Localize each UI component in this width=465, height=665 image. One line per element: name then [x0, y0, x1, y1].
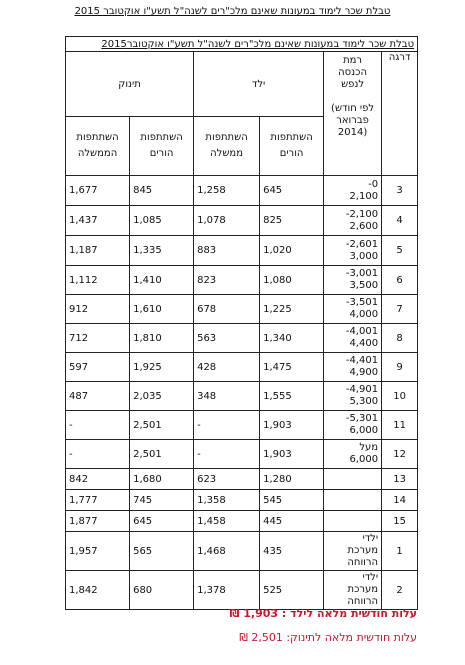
cell-line: 4,901-: [345, 384, 379, 395]
cell-baby-govt: 1,437: [66, 206, 130, 236]
cell-child-parents: 1,555: [260, 382, 324, 411]
cell-child-parents: 545: [260, 490, 324, 511]
table-caption: טבלת שכר לימוד במעונות שאינם מלכ"רים לשנה"ל תשע"ו אוקטובר2015: [66, 37, 418, 52]
cell-baby-govt: 712: [66, 324, 130, 353]
table-caption-row: [66, 37, 418, 52]
table-row: [66, 532, 418, 571]
cell-child-parents: 1,225: [260, 295, 324, 324]
subheader-child-govt: [194, 117, 260, 176]
header-income: [324, 52, 382, 176]
cell-line: הורים: [149, 148, 174, 159]
subheader-baby-govt: [66, 117, 130, 176]
cell-line: 5,300: [349, 396, 379, 407]
cell-baby-govt: 1,877: [66, 511, 130, 532]
cell-income: [324, 382, 382, 411]
cell-line: 4,000: [349, 309, 379, 320]
cell-line: 0-: [368, 178, 379, 190]
cell-child-parents: 525: [260, 571, 324, 610]
cell-baby-parents: 680: [130, 571, 194, 610]
cell-child-govt: 883: [194, 236, 260, 266]
table-row: [66, 511, 418, 532]
cell-rank: 11: [382, 411, 418, 440]
cell-line: 4,900: [349, 367, 379, 378]
cell-line: 3,500: [349, 280, 379, 291]
cell-income: [324, 571, 382, 610]
cell-rank: 13: [382, 469, 418, 490]
cell-baby-parents: 1,610: [130, 295, 194, 324]
cell-baby-govt: 842: [66, 469, 130, 490]
cell-child-govt: 1,258: [194, 176, 260, 206]
table-row: [66, 440, 418, 469]
cell-rank: 12: [382, 440, 418, 469]
cell-line: השתתפות: [270, 132, 313, 143]
page-title: טבלת שכר לימוד במעונות שאינם מלכ"רים לשנה"ל תשע"ו אוקטובר 2015: [74, 6, 391, 17]
cell-line: 4,401-: [345, 355, 379, 366]
cell-line: השתתפות: [205, 132, 248, 143]
cell-line: הורים: [279, 148, 304, 159]
table-row: [66, 236, 418, 266]
cell-child-parents: 1,340: [260, 324, 324, 353]
subheader-child-parents: [260, 117, 324, 176]
cell-income: [324, 206, 382, 236]
footer-child-cost: עלות חודשית מלאה לילד : 1,903 ₪: [229, 607, 417, 620]
table-row: [66, 490, 418, 511]
cell-child-govt: 678: [194, 295, 260, 324]
tuition-table-body: [66, 37, 418, 610]
cell-baby-parents: 1,335: [130, 236, 194, 266]
cell-child-parents: 1,903: [260, 411, 324, 440]
cell-line: מעל: [359, 442, 379, 453]
cell-income: [324, 511, 382, 532]
table-row: [66, 382, 418, 411]
cell-line: לפי חודש): [331, 103, 375, 114]
table-row: [66, 206, 418, 236]
header-rank: דרגה: [382, 52, 418, 176]
cell-line: מערכת: [347, 545, 379, 556]
cell-rank: 5: [382, 236, 418, 266]
cell-line: ממשלה: [210, 148, 244, 159]
cell-line: לנפש: [341, 79, 365, 90]
cell-baby-parents: 1,680: [130, 469, 194, 490]
cell-income: [324, 324, 382, 353]
table-row: [66, 411, 418, 440]
cell-baby-parents: 565: [130, 532, 194, 571]
cell-income: [324, 353, 382, 382]
cell-line: 3,000: [349, 250, 379, 262]
cell-baby-parents: 2,035: [130, 382, 194, 411]
cell-child-parents: 1,280: [260, 469, 324, 490]
cell-rank: 1: [382, 532, 418, 571]
cell-child-govt: 348: [194, 382, 260, 411]
cell-baby-parents: 1,810: [130, 324, 194, 353]
cell-rank: 10: [382, 382, 418, 411]
cell-child-govt: 1,458: [194, 511, 260, 532]
cell-baby-parents: 2,501: [130, 411, 194, 440]
cell-baby-govt: 1,842: [66, 571, 130, 610]
cell-line: 2,600: [349, 220, 379, 232]
cell-income: [324, 440, 382, 469]
table-row: [66, 295, 418, 324]
cell-baby-govt: 487: [66, 382, 130, 411]
table-row: [66, 469, 418, 490]
table-row: [66, 324, 418, 353]
cell-line: הרווחה: [347, 596, 379, 607]
table-row: [66, 571, 418, 610]
cell-rank: 6: [382, 266, 418, 295]
cell-income: [324, 411, 382, 440]
cell-child-govt: 1,468: [194, 532, 260, 571]
cell-baby-parents: 845: [130, 176, 194, 206]
cell-line: 3,001-: [345, 268, 379, 279]
cell-child-govt: 823: [194, 266, 260, 295]
cell-child-parents: 645: [260, 176, 324, 206]
cell-income: [324, 266, 382, 295]
cell-baby-govt: -: [66, 440, 130, 469]
cell-line: רמת הכנסה: [338, 55, 367, 78]
cell-rank: 2: [382, 571, 418, 610]
cell-baby-govt: 1,957: [66, 532, 130, 571]
cell-baby-govt: 1,187: [66, 236, 130, 266]
cell-baby-govt: 597: [66, 353, 130, 382]
table-row: [66, 176, 418, 206]
cell-line: (2014: [337, 127, 368, 138]
cell-child-parents: 825: [260, 206, 324, 236]
cell-line: השתתפות: [140, 132, 183, 143]
cell-child-govt: 1,378: [194, 571, 260, 610]
cell-line: ילדי: [362, 533, 379, 544]
cell-line: הממשלה: [77, 148, 118, 159]
cell-child-parents: 1,475: [260, 353, 324, 382]
cell-income: [324, 490, 382, 511]
cell-line: 3,501-: [345, 297, 379, 308]
cell-line: 6,000: [349, 425, 379, 436]
subheader-baby-parents: [130, 117, 194, 176]
cell-child-govt: 1,078: [194, 206, 260, 236]
cell-child-parents: 435: [260, 532, 324, 571]
cell-baby-govt: 1,677: [66, 176, 130, 206]
cell-income: [324, 236, 382, 266]
cell-baby-govt: 1,777: [66, 490, 130, 511]
cell-rank: 15: [382, 511, 418, 532]
cell-baby-parents: 1,085: [130, 206, 194, 236]
cell-rank: 9: [382, 353, 418, 382]
cell-line: 2,100-: [345, 208, 379, 220]
header-child: ילד: [194, 52, 324, 117]
cell-baby-parents: 645: [130, 511, 194, 532]
cell-child-parents: 445: [260, 511, 324, 532]
cell-baby-parents: 1,925: [130, 353, 194, 382]
cell-rank: 7: [382, 295, 418, 324]
tuition-table: [65, 36, 418, 610]
cell-child-parents: 1,020: [260, 236, 324, 266]
cell-child-govt: 1,358: [194, 490, 260, 511]
cell-line: פברואר: [336, 115, 369, 126]
cell-child-parents: 1,903: [260, 440, 324, 469]
cell-baby-govt: 1,112: [66, 266, 130, 295]
cell-child-parents: 1,080: [260, 266, 324, 295]
cell-rank: 3: [382, 176, 418, 206]
cell-baby-parents: 745: [130, 490, 194, 511]
cell-line: 6,000: [349, 454, 379, 465]
cell-baby-govt: -: [66, 411, 130, 440]
cell-line: 2,100: [349, 190, 379, 202]
header-baby: תינוק: [66, 52, 194, 117]
cell-child-govt: 623: [194, 469, 260, 490]
cell-line: ילדי: [362, 572, 379, 583]
cell-rank: 8: [382, 324, 418, 353]
cell-baby-govt: 912: [66, 295, 130, 324]
cell-child-govt: -: [194, 440, 260, 469]
cell-income: [324, 469, 382, 490]
cell-rank: 4: [382, 206, 418, 236]
cell-child-govt: 428: [194, 353, 260, 382]
cell-income: [324, 532, 382, 571]
cell-line: 2,601-: [345, 238, 379, 250]
cell-baby-parents: 1,410: [130, 266, 194, 295]
footer-baby-cost: עלות חודשית מלאה לתינוק: 2,501 ₪: [239, 631, 417, 644]
table-header-row: [66, 52, 418, 117]
cell-line: 4,400: [349, 338, 379, 349]
cell-line: הרווחה: [347, 557, 379, 568]
cell-line: 4,001-: [345, 326, 379, 337]
cell-child-govt: -: [194, 411, 260, 440]
cell-income: [324, 295, 382, 324]
cell-child-govt: 563: [194, 324, 260, 353]
cell-income: [324, 176, 382, 206]
cell-rank: 14: [382, 490, 418, 511]
cell-line: 5,301-: [345, 413, 379, 424]
table-row: [66, 266, 418, 295]
cell-line: מערכת: [347, 584, 379, 595]
cell-line: השתתפות: [76, 132, 119, 143]
cell-baby-parents: 2,501: [130, 440, 194, 469]
table-row: [66, 353, 418, 382]
